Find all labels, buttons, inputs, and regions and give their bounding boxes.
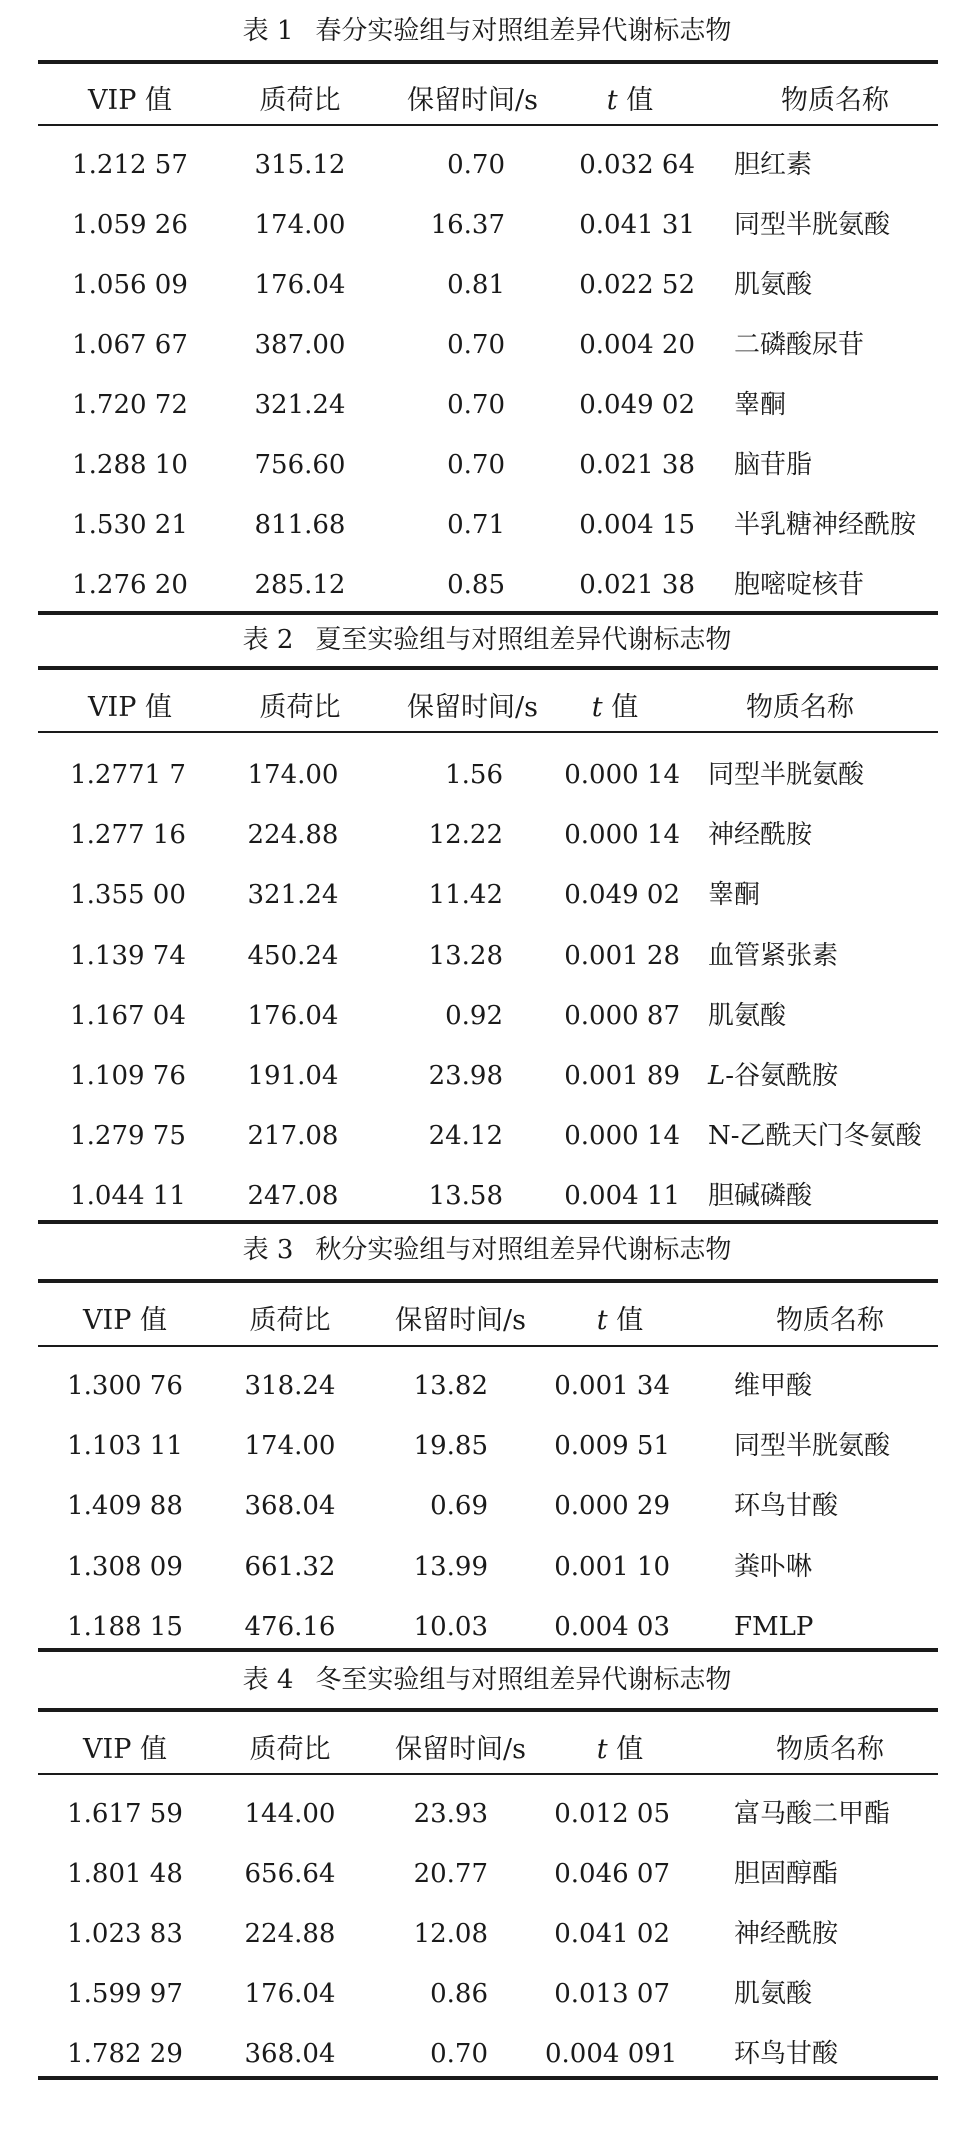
cell-rt: 0.70	[447, 330, 505, 360]
column-header-t-symbol: t	[606, 85, 618, 116]
cell-t: 0.000 29	[554, 1491, 670, 1521]
table-row	[0, 1356, 974, 1416]
cell-mz: 176.04	[247, 1001, 339, 1031]
cell-rt: 0.69	[430, 1491, 488, 1521]
cell-rt: 16.37	[430, 210, 505, 240]
cell-rt: 10.03	[413, 1612, 488, 1642]
table-header-rule	[38, 1345, 938, 1347]
column-header-name: 物质名称	[776, 1305, 884, 1336]
cell-t: 0.001 34	[554, 1371, 670, 1401]
cell-mz: 476.16	[244, 1612, 336, 1642]
column-header-t	[565, 677, 665, 739]
cell-t: 0.004 15	[579, 510, 695, 540]
table-row	[0, 135, 974, 195]
cell-vip: 1.023 83	[67, 1919, 183, 1949]
cell-rt: 13.28	[428, 941, 503, 971]
cell-vip: 1.782 29	[67, 2039, 183, 2069]
column-header-vip: VIP 值	[88, 692, 172, 723]
table-header-rule	[38, 1773, 938, 1775]
cell-mz: 318.24	[244, 1371, 336, 1401]
cell-t: 0.046 07	[554, 1859, 670, 1889]
cell-name: 维甲酸	[734, 1371, 813, 1401]
cell-mz: 224.88	[247, 820, 339, 850]
table-row	[0, 1166, 974, 1226]
table-caption-text: 夏至实验组与对照组差异代谢标志物	[315, 625, 732, 655]
cell-name: N-乙酰天门冬氨酸	[708, 1121, 922, 1151]
table-row	[0, 495, 974, 555]
cell-vip: 1.044 11	[70, 1181, 186, 1211]
cell-t: 0.022 52	[579, 270, 695, 300]
column-header-t-label: 值	[607, 1734, 644, 1765]
cell-mz: 176.04	[244, 1979, 336, 2009]
cell-mz: 368.04	[244, 1491, 336, 1521]
table-caption	[0, 6, 974, 56]
table-row	[0, 986, 974, 1046]
table-row	[0, 1844, 974, 1904]
cell-rt: 1.56	[445, 760, 503, 790]
cell-name: 同型半胱氨酸	[708, 760, 865, 790]
column-header-name: 物质名称	[781, 85, 889, 116]
cell-rt: 12.22	[428, 820, 503, 850]
cell-rt: 0.70	[447, 450, 505, 480]
cell-t: 0.049 02	[564, 880, 680, 910]
cell-vip: 1.409 88	[67, 1491, 183, 1521]
cell-name: 胞嘧啶核苷	[734, 570, 865, 600]
table-row	[0, 2024, 974, 2084]
cell-t: 0.004 11	[564, 1181, 680, 1211]
cell-name: 环鸟甘酸	[734, 2039, 839, 2069]
table-row	[0, 926, 974, 986]
table-row	[0, 1904, 974, 1964]
cell-mz: 217.08	[247, 1121, 339, 1151]
cell-vip: 1.167 04	[70, 1001, 186, 1031]
cell-mz: 174.00	[254, 210, 346, 240]
cell-rt: 11.42	[428, 880, 503, 910]
cell-vip: 1.109 76	[70, 1061, 186, 1091]
cell-name	[708, 1046, 974, 1106]
table-header-row	[0, 1290, 974, 1352]
cell-name: 血管紧张素	[708, 941, 839, 971]
column-header-vip: VIP 值	[88, 85, 172, 116]
cell-name: 粪卟啉	[734, 1552, 813, 1582]
cell-vip: 1.212 57	[72, 150, 188, 180]
cell-mz: 321.24	[254, 390, 346, 420]
cell-rt: 23.98	[428, 1061, 503, 1091]
column-header-t-symbol: t	[596, 1734, 608, 1765]
cell-vip: 1.276 20	[72, 570, 188, 600]
cell-t: 0.000 14	[564, 820, 680, 850]
cell-vip: 1.720 72	[72, 390, 188, 420]
cell-vip: 1.279 75	[70, 1121, 186, 1151]
table-top-rule	[38, 1279, 938, 1283]
cell-name: 同型半胱氨酸	[734, 210, 891, 240]
column-header-t	[570, 1290, 670, 1352]
cell-rt: 0.81	[447, 270, 505, 300]
cell-name: 半乳糖神经酰胺	[734, 510, 917, 540]
cell-t: 0.004 091	[545, 2039, 678, 2069]
table-row	[0, 745, 974, 805]
cell-vip: 1.139 74	[70, 941, 186, 971]
cell-rt: 0.85	[447, 570, 505, 600]
cell-name-prefix: L	[708, 1061, 726, 1091]
table-row	[0, 1964, 974, 2024]
cell-vip: 1.355 00	[70, 880, 186, 910]
cell-t: 0.032 64	[579, 150, 695, 180]
table-row	[0, 435, 974, 495]
cell-t: 0.013 07	[554, 1979, 670, 2009]
column-header-t-label: 值	[607, 1305, 644, 1336]
cell-name: 肌氨酸	[734, 270, 813, 300]
table-header-row	[0, 677, 974, 739]
cell-rt: 24.12	[428, 1121, 503, 1151]
cell-name: 二磷酸尿苷	[734, 330, 865, 360]
column-header-vip: VIP 值	[83, 1305, 167, 1336]
cell-t: 0.004 03	[554, 1612, 670, 1642]
cell-vip: 1.277 16	[70, 820, 186, 850]
cell-mz: 656.64	[244, 1859, 336, 1889]
column-header-t-symbol: t	[591, 692, 603, 723]
table-row	[0, 195, 974, 255]
table-top-rule	[38, 666, 938, 670]
cell-mz: 321.24	[247, 880, 339, 910]
cell-rt: 0.86	[430, 1979, 488, 2009]
column-header-mz: 质荷比	[259, 85, 341, 116]
column-header-t-label: 值	[602, 692, 639, 723]
cell-mz: 315.12	[254, 150, 346, 180]
cell-rt: 0.70	[447, 390, 505, 420]
column-header-rt: 保留时间/s	[395, 1305, 526, 1336]
column-header-t-symbol: t	[596, 1305, 608, 1336]
cell-mz: 661.32	[244, 1552, 336, 1582]
cell-name: 胆红素	[734, 150, 813, 180]
column-header-t	[570, 1719, 670, 1781]
cell-t: 0.049 02	[579, 390, 695, 420]
cell-mz: 387.00	[254, 330, 346, 360]
cell-name: FMLP	[734, 1612, 814, 1642]
cell-rt: 0.92	[445, 1001, 503, 1031]
cell-name: 肌氨酸	[708, 1001, 787, 1031]
cell-name: 同型半胱氨酸	[734, 1431, 891, 1461]
cell-name: 睾酮	[708, 880, 761, 910]
cell-name: 神经酰胺	[734, 1919, 839, 1949]
table-bottom-rule	[38, 1648, 938, 1652]
table-caption	[0, 1655, 974, 1705]
cell-mz: 368.04	[244, 2039, 336, 2069]
cell-vip: 1.801 48	[67, 1859, 183, 1889]
cell-t: 0.021 38	[579, 570, 695, 600]
column-header-rt: 保留时间/s	[407, 692, 538, 723]
table-row	[0, 1046, 974, 1106]
cell-rt: 13.58	[428, 1181, 503, 1211]
table-header-row	[0, 1719, 974, 1781]
cell-mz: 191.04	[247, 1061, 339, 1091]
cell-t: 0.012 05	[554, 1799, 670, 1829]
column-header-rt: 保留时间/s	[395, 1734, 526, 1765]
cell-t: 0.021 38	[579, 450, 695, 480]
table-top-rule	[38, 60, 938, 64]
table-caption-text: 春分实验组与对照组差异代谢标志物	[315, 16, 732, 46]
cell-rt: 12.08	[413, 1919, 488, 1949]
table-row	[0, 255, 974, 315]
table-row	[0, 805, 974, 865]
cell-rt: 20.77	[413, 1859, 488, 1889]
cell-vip: 1.056 09	[72, 270, 188, 300]
cell-vip: 1.308 09	[67, 1552, 183, 1582]
cell-vip: 1.300 76	[67, 1371, 183, 1401]
cell-rt: 0.70	[447, 150, 505, 180]
table-row	[0, 315, 974, 375]
table-caption	[0, 615, 974, 665]
table-caption-number: 表 3	[242, 1235, 294, 1265]
cell-vip: 1.067 67	[72, 330, 188, 360]
cell-vip: 1.103 11	[67, 1431, 183, 1461]
cell-t: 0.001 10	[554, 1552, 670, 1582]
cell-name: 富马酸二甲酯	[734, 1799, 891, 1829]
table-caption-text: 秋分实验组与对照组差异代谢标志物	[315, 1235, 732, 1265]
column-header-name: 物质名称	[776, 1734, 884, 1765]
cell-name: 胆碱磷酸	[708, 1181, 813, 1211]
cell-t: 0.009 51	[554, 1431, 670, 1461]
cell-mz: 756.60	[254, 450, 346, 480]
cell-vip: 1.288 10	[72, 450, 188, 480]
cell-mz: 247.08	[247, 1181, 339, 1211]
table-header-row	[0, 70, 974, 132]
cell-rt: 19.85	[413, 1431, 488, 1461]
cell-t: 0.041 02	[554, 1919, 670, 1949]
cell-vip: 1.2771 7	[70, 760, 186, 790]
cell-t: 0.004 20	[579, 330, 695, 360]
cell-rt: 23.93	[413, 1799, 488, 1829]
table-caption	[0, 1225, 974, 1275]
column-header-mz: 质荷比	[259, 692, 341, 723]
cell-name-text: -谷氨酰胺	[725, 1061, 839, 1091]
cell-rt: 0.70	[430, 2039, 488, 2069]
cell-mz: 174.00	[244, 1431, 336, 1461]
table-row	[0, 375, 974, 435]
table-row	[0, 555, 974, 615]
table-row	[0, 1416, 974, 1476]
cell-mz: 176.04	[254, 270, 346, 300]
column-header-rt: 保留时间/s	[407, 85, 538, 116]
table-row	[0, 1537, 974, 1597]
cell-name: 睾酮	[734, 390, 787, 420]
table-row	[0, 1106, 974, 1166]
cell-rt: 13.99	[413, 1552, 488, 1582]
cell-rt: 13.82	[413, 1371, 488, 1401]
cell-name: 肌氨酸	[734, 1979, 813, 2009]
table-bottom-rule	[38, 1220, 938, 1224]
cell-name: 神经酰胺	[708, 820, 813, 850]
cell-mz: 224.88	[244, 1919, 336, 1949]
cell-t: 0.000 14	[564, 760, 680, 790]
column-header-t	[580, 70, 680, 132]
column-header-mz: 质荷比	[249, 1305, 331, 1336]
column-header-mz: 质荷比	[249, 1734, 331, 1765]
cell-name: 胆固醇酯	[734, 1859, 839, 1889]
table-row	[0, 865, 974, 925]
table-header-rule	[38, 124, 938, 126]
table-bottom-rule	[38, 611, 938, 615]
cell-vip: 1.059 26	[72, 210, 188, 240]
table-caption-number: 表 4	[242, 1665, 294, 1695]
cell-mz: 811.68	[254, 510, 346, 540]
cell-t: 0.000 14	[564, 1121, 680, 1151]
cell-vip: 1.617 59	[67, 1799, 183, 1829]
cell-t: 0.000 87	[564, 1001, 680, 1031]
cell-name: 脑苷脂	[734, 450, 813, 480]
table-caption-number: 表 2	[242, 625, 294, 655]
cell-mz: 285.12	[254, 570, 346, 600]
table-row	[0, 1784, 974, 1844]
column-header-name: 物质名称	[746, 692, 854, 723]
table-caption-text: 冬至实验组与对照组差异代谢标志物	[315, 1665, 732, 1695]
cell-name: 环鸟甘酸	[734, 1491, 839, 1521]
table-top-rule	[38, 1708, 938, 1712]
column-header-t-label: 值	[617, 85, 654, 116]
column-header-vip: VIP 值	[83, 1734, 167, 1765]
cell-t: 0.001 28	[564, 941, 680, 971]
table-caption-number: 表 1	[242, 16, 294, 46]
cell-mz: 450.24	[247, 941, 339, 971]
cell-t: 0.041 31	[579, 210, 695, 240]
table-row	[0, 1476, 974, 1536]
table-header-rule	[38, 731, 938, 733]
cell-t: 0.001 89	[564, 1061, 680, 1091]
page-bottom-rule	[38, 2076, 938, 2080]
cell-vip: 1.599 97	[67, 1979, 183, 2009]
cell-vip: 1.530 21	[72, 510, 188, 540]
cell-mz: 174.00	[247, 760, 339, 790]
cell-rt: 0.71	[447, 510, 505, 540]
cell-vip: 1.188 15	[67, 1612, 183, 1642]
cell-mz: 144.00	[244, 1799, 336, 1829]
